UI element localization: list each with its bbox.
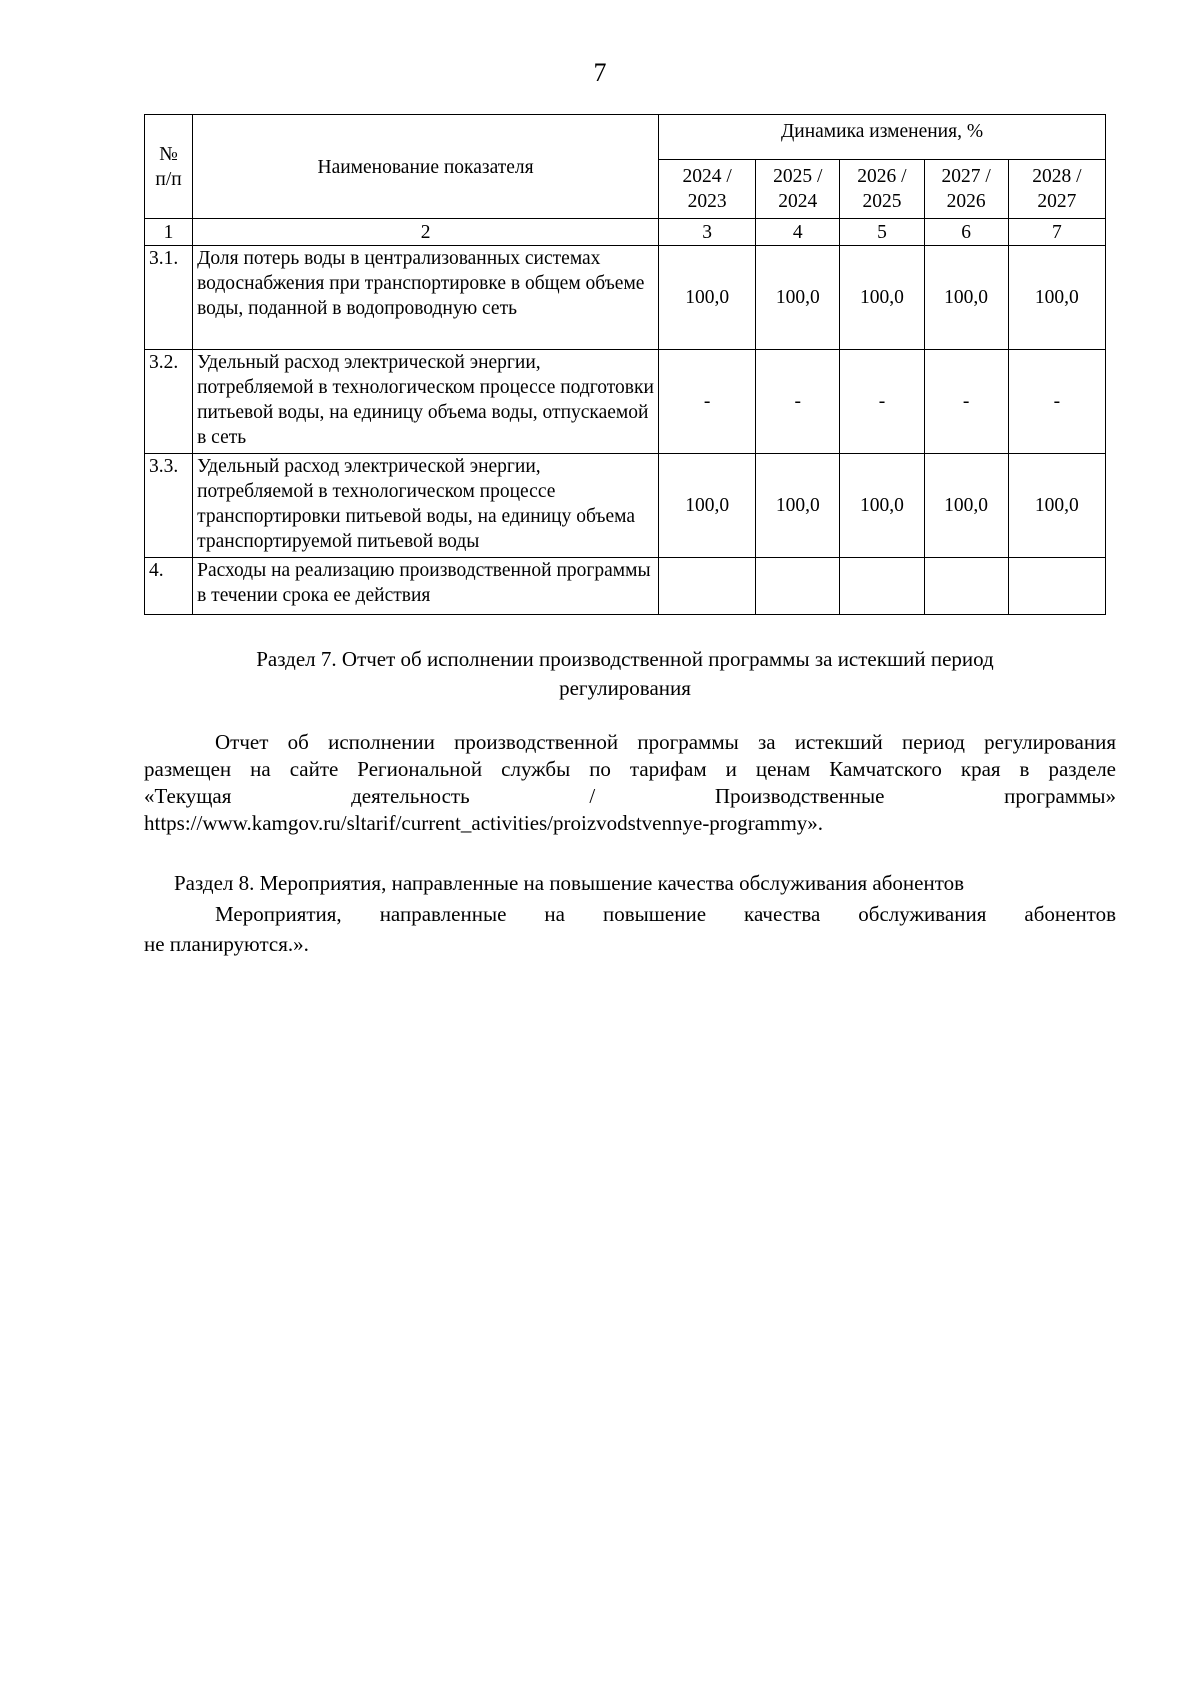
row-value: - — [924, 350, 1008, 454]
table-row — [145, 558, 1106, 615]
section-8-paragraph — [144, 899, 1116, 959]
row-number: 3.3. — [145, 454, 193, 558]
table-row — [145, 454, 1106, 558]
header-dynamics-group: Динамика изменения, % — [659, 115, 1106, 160]
row-value: 100,0 — [924, 454, 1008, 558]
row-value: - — [659, 350, 756, 454]
row-indicator-name: Удельный расход электрической энергии, потребляемой в технологическом процессе подготовки питьевой воды, на единицу объема воды, отпускаемой в сеть — [193, 350, 659, 454]
header-num-line-1: № — [159, 143, 178, 165]
column-index-row — [145, 219, 1106, 246]
header-year-3-top: 2026 / — [857, 166, 907, 187]
header-indicator-name: Наименование показателя — [193, 115, 659, 219]
section-7-paragraph — [144, 729, 1116, 837]
row-value: 100,0 — [1008, 454, 1105, 558]
section-7-paragraph-line-1 — [144, 729, 1116, 756]
row-value — [756, 558, 840, 615]
row-value: - — [840, 350, 924, 454]
column-index-cell: 6 — [924, 219, 1008, 246]
row-value — [1008, 558, 1105, 615]
section-8-paragraph-line-1 — [144, 899, 1116, 929]
row-value: - — [1008, 350, 1105, 454]
header-year-5-bottom: 2027 — [1037, 191, 1077, 212]
header-year-3 — [840, 160, 924, 219]
row-value: 100,0 — [659, 454, 756, 558]
row-value: 100,0 — [1008, 246, 1105, 350]
indicators-table — [144, 114, 1106, 615]
header-year-4 — [924, 160, 1008, 219]
section-8-paragraph-line-1-text: Мероприятия, направленные на повышение качества обслуживания абонентов — [215, 902, 1116, 926]
row-number: 3.1. — [145, 246, 193, 350]
header-year-4-top: 2027 / — [941, 166, 991, 187]
table-row — [145, 350, 1106, 454]
section-7-paragraph-line-3: «Текущая деятельность / Производственные программы» — [144, 784, 1116, 808]
row-value: 100,0 — [840, 454, 924, 558]
row-value: 100,0 — [756, 454, 840, 558]
row-indicator-name: Удельный расход электрической энергии, потребляемой в технологическом процессе транспортировки питьевой воды, на единицу объема транспортируемой питьевой воды — [193, 454, 659, 558]
table-row — [145, 246, 1106, 350]
section-7-title-line-1: Раздел 7. Отчет об исполнении производственной программы за истекший период — [256, 647, 994, 671]
section-7-paragraph-line-2: размещен на сайте Региональной службы по тарифам и ценам Камчатского края в разделе — [144, 757, 1116, 781]
header-num — [145, 115, 193, 219]
header-year-2 — [756, 160, 840, 219]
row-value: 100,0 — [659, 246, 756, 350]
header-year-1-bottom: 2023 — [687, 191, 727, 212]
row-value — [659, 558, 756, 615]
row-indicator-name: Доля потерь воды в централизованных системах водоснабжения при транспортировке в общем объеме воды, поданной в водопроводную сеть — [193, 246, 659, 350]
column-index-cell: 3 — [659, 219, 756, 246]
row-value: - — [756, 350, 840, 454]
header-year-5-top: 2028 / — [1032, 166, 1082, 187]
header-year-1 — [659, 160, 756, 219]
column-index-cell: 2 — [193, 219, 659, 246]
header-num-line-2: п/п — [155, 168, 182, 190]
row-number: 4. — [145, 558, 193, 615]
row-number: 3.2. — [145, 350, 193, 454]
page-number: 7 — [593, 58, 607, 87]
section-7-title-line-2: регулирования — [559, 676, 691, 700]
header-year-5 — [1008, 160, 1105, 219]
section-7-paragraph-line-1-text: Отчет об исполнении производственной программы за истекший период регулирования — [215, 730, 1116, 754]
section-7-paragraph-link: https://www.kamgov.ru/sltarif/current_activities/proizvodstvennye-programmy». — [144, 811, 824, 835]
column-index-cell: 7 — [1008, 219, 1105, 246]
section-8-paragraph-line-2: не планируются.». — [144, 932, 309, 956]
header-year-2-top: 2025 / — [773, 166, 823, 187]
column-index-cell: 1 — [145, 219, 193, 246]
row-value: 100,0 — [756, 246, 840, 350]
row-indicator-name: Расходы на реализацию производственной программы в течении срока ее действия — [193, 558, 659, 615]
table-header-row — [145, 115, 1106, 160]
header-year-2-bottom: 2024 — [778, 191, 818, 212]
row-value — [840, 558, 924, 615]
row-value: 100,0 — [924, 246, 1008, 350]
header-year-3-bottom: 2025 — [862, 191, 902, 212]
section-8-title: Раздел 8. Мероприятия, направленные на повышение качества обслуживания абонентов — [174, 871, 965, 895]
header-year-1-top: 2024 / — [682, 166, 732, 187]
row-value — [924, 558, 1008, 615]
section-7-title — [144, 645, 1106, 703]
row-value: 100,0 — [840, 246, 924, 350]
column-index-cell: 5 — [840, 219, 924, 246]
header-year-4-bottom: 2026 — [946, 191, 986, 212]
column-index-cell: 4 — [756, 219, 840, 246]
